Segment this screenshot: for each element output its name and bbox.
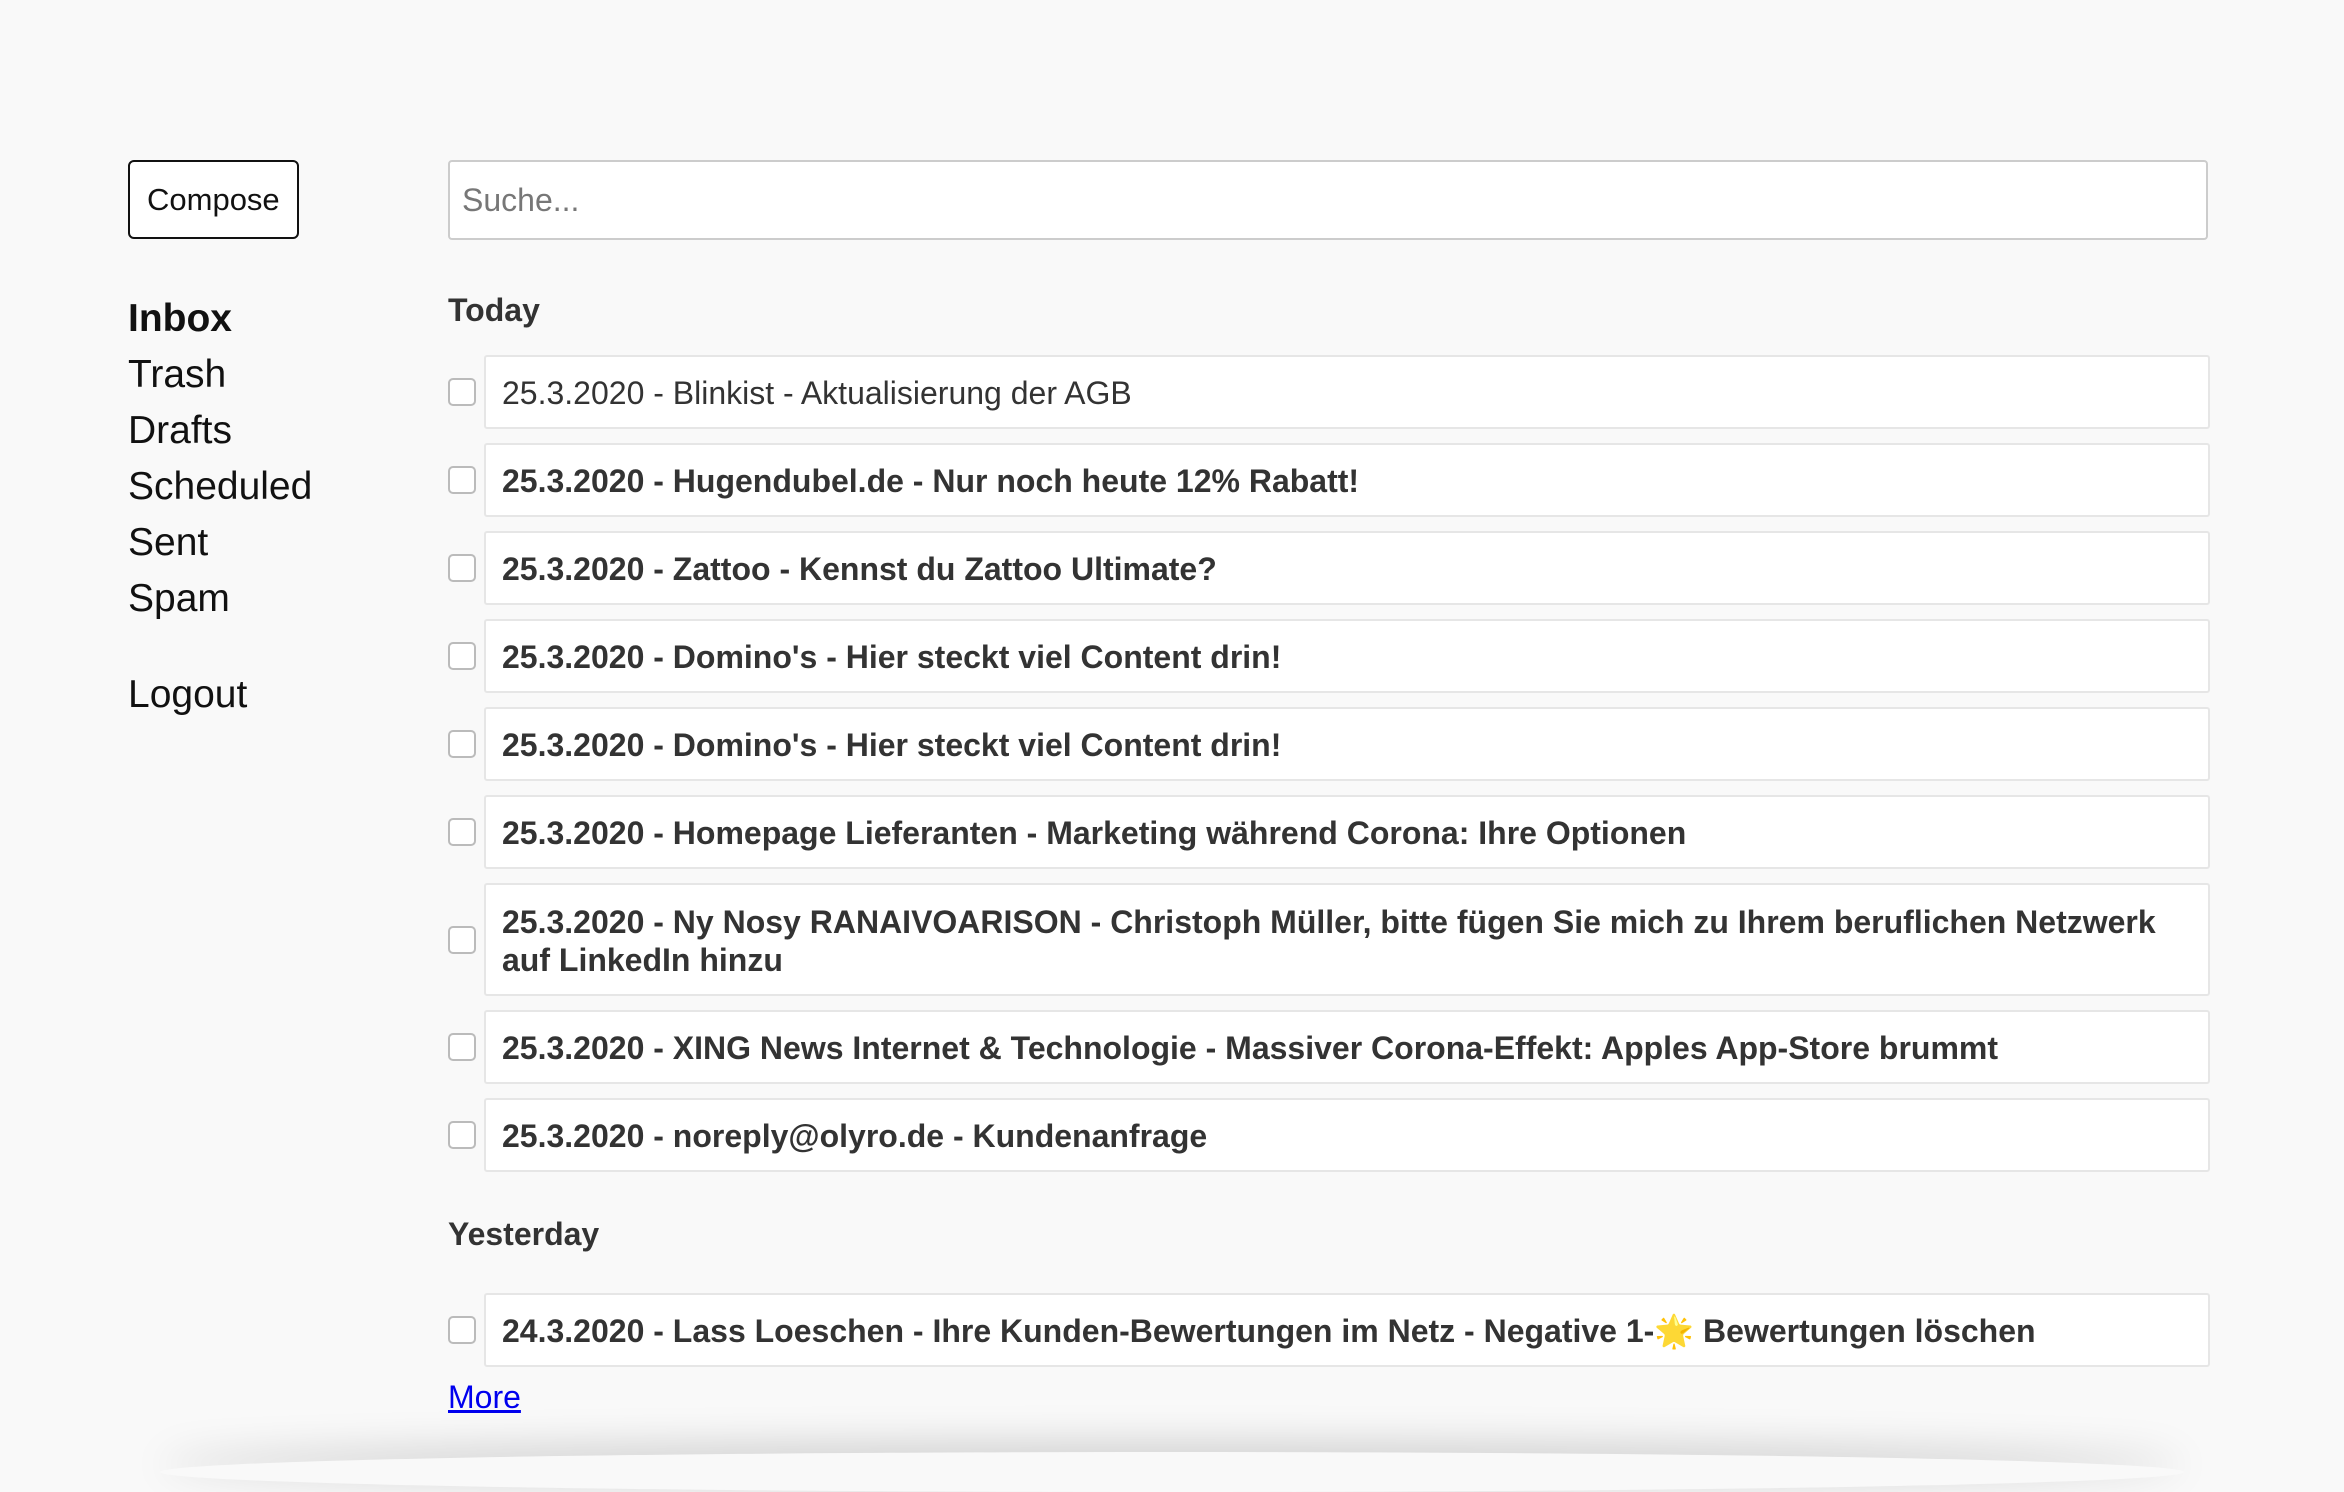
mail-row — [448, 795, 2210, 869]
mail-list-today — [448, 355, 2210, 1172]
mail-item[interactable]: 25.3.2020 - XING News Internet & Technologie - Massiver Corona-Effekt: Apples App-Store brummt — [484, 1010, 2210, 1084]
mail-row — [448, 355, 2210, 429]
mail-checkbox[interactable] — [448, 926, 476, 954]
folder-nav — [128, 291, 428, 627]
more-link[interactable]: More — [448, 1379, 521, 1415]
mail-row — [448, 883, 2210, 996]
nav-item-scheduled[interactable]: Scheduled — [128, 465, 313, 508]
mail-checkbox[interactable] — [448, 554, 476, 582]
group-title-yesterday: Yesterday — [448, 1216, 600, 1252]
nav-item-trash[interactable]: Trash — [128, 353, 227, 396]
mail-checkbox[interactable] — [448, 818, 476, 846]
mail-checkbox[interactable] — [448, 378, 476, 406]
mail-item[interactable]: 25.3.2020 - Zattoo - Kennst du Zattoo Ultimate? — [484, 531, 2210, 605]
mail-checkbox[interactable] — [448, 1033, 476, 1061]
mail-row — [448, 531, 2210, 605]
nav-item-sent[interactable]: Sent — [128, 521, 209, 564]
mail-checkbox[interactable] — [448, 1121, 476, 1149]
mail-list-yesterday — [448, 1293, 2210, 1367]
mail-row — [448, 443, 2210, 517]
mail-item[interactable]: 25.3.2020 - Domino's - Hier steckt viel Content drin! — [484, 619, 2210, 693]
mail-item[interactable]: 25.3.2020 - noreply@olyro.de - Kundenanfrage — [484, 1098, 2210, 1172]
mail-item[interactable]: 25.3.2020 - Domino's - Hier steckt viel Content drin! — [484, 707, 2210, 781]
mail-row — [448, 1293, 2210, 1367]
nav-item-inbox[interactable]: Inbox — [128, 297, 232, 340]
nav-item-spam[interactable]: Spam — [128, 577, 230, 620]
nav-item-drafts[interactable]: Drafts — [128, 409, 233, 452]
compose-button[interactable]: Compose — [128, 160, 299, 239]
bottom-shadow — [160, 1452, 2184, 1492]
mail-checkbox[interactable] — [448, 730, 476, 758]
mail-row — [448, 707, 2210, 781]
mail-row — [448, 1098, 2210, 1172]
mail-item[interactable]: 25.3.2020 - Ny Nosy RANAIVOARISON - Christoph Müller, bitte fügen Sie mich zu Ihrem beruflichen Netzwerk auf LinkedIn hinzu — [484, 883, 2210, 996]
group-title-today: Today — [448, 292, 540, 328]
mail-checkbox[interactable] — [448, 466, 476, 494]
mail-item[interactable]: 25.3.2020 - Hugendubel.de - Nur noch heute 12% Rabatt! — [484, 443, 2210, 517]
search-input[interactable] — [448, 160, 2208, 240]
mail-item[interactable]: 24.3.2020 - Lass Loeschen - Ihre Kunden-Bewertungen im Netz - Negative 1-🌟 Bewertungen löschen — [484, 1293, 2210, 1367]
mail-item[interactable]: 25.3.2020 - Blinkist - Aktualisierung der AGB — [484, 355, 2210, 429]
logout-link[interactable]: Logout — [128, 673, 248, 716]
mail-row — [448, 619, 2210, 693]
mail-checkbox[interactable] — [448, 1316, 476, 1344]
sidebar — [128, 160, 428, 723]
mail-item[interactable]: 25.3.2020 - Homepage Lieferanten - Marketing während Corona: Ihre Optionen — [484, 795, 2210, 869]
mail-main — [448, 160, 2210, 1416]
mail-checkbox[interactable] — [448, 642, 476, 670]
mail-row — [448, 1010, 2210, 1084]
